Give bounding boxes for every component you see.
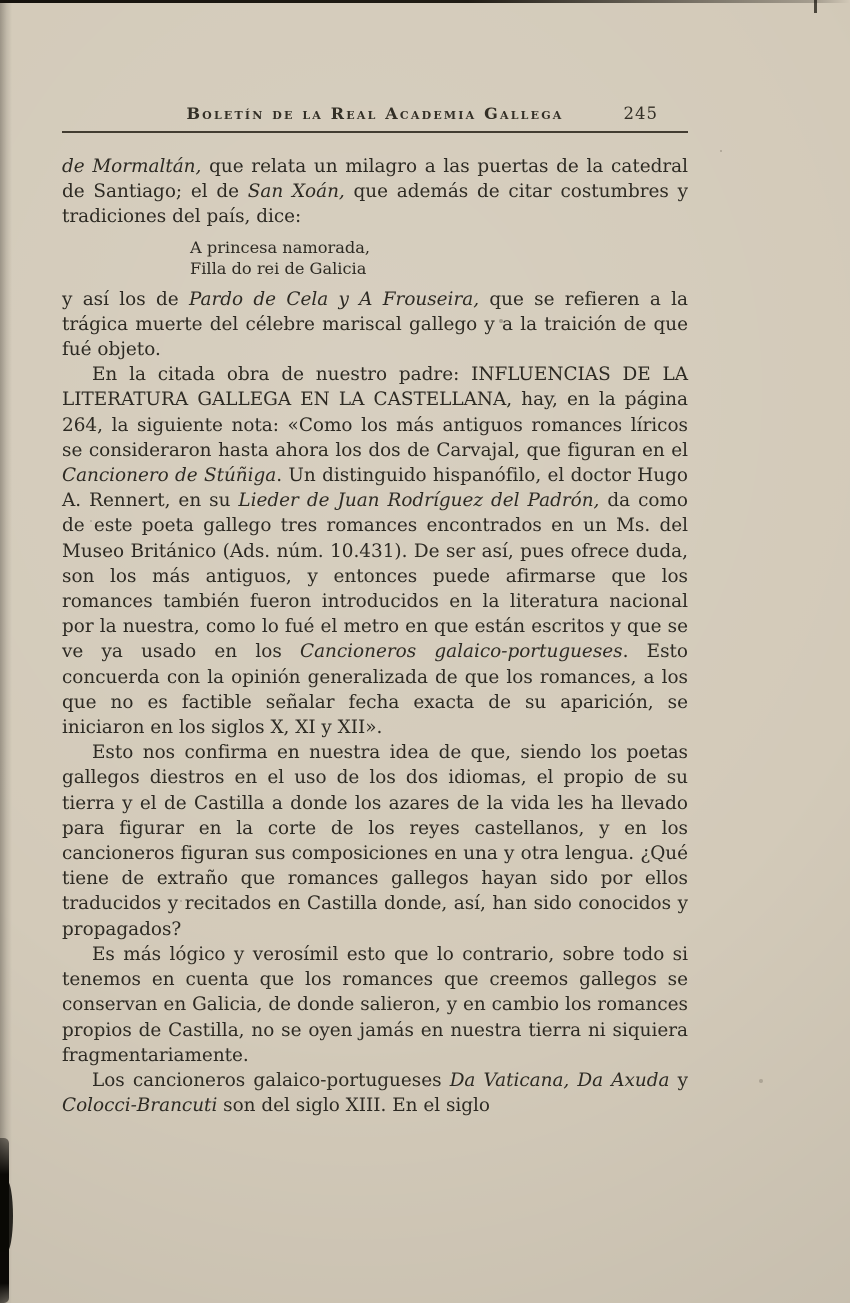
paper-specks [0, 0, 2, 2]
italic-text-run: Da Vaticana, Da Axuda [449, 1069, 670, 1091]
paragraph [62, 1068, 688, 1118]
italic-text-run: de Mormaltán, [62, 156, 202, 177]
text-run: Los cancioneros galaico-portugueses [92, 1069, 450, 1091]
page-number: 245 [623, 104, 658, 123]
scan-ink-smudge [0, 1138, 9, 1303]
paragraph [62, 740, 688, 942]
verse-line: Filla do rei de Galicia [190, 258, 367, 278]
text-run: son del siglo XIII. En el siglo [217, 1095, 490, 1117]
italic-text-run: Lieder de Juan Rodríguez del Padrón, [238, 490, 600, 512]
italic-text-run: Colocci-Brancuti [62, 1095, 218, 1117]
running-header [62, 104, 688, 126]
text-run: da como de este poeta gallego tres romances encontrados en un Ms. del Museo Británico (Ads. núm. 10.431). De ser así, pues ofrece duda, son los más antiguos, y entonces puede afirmarse que los romances también fueron introducidos en la literatura nacional por la nuestra, como lo fué el metro en que están escritos y que se ve ya usado en los [62, 490, 688, 663]
text-run: . Un distinguido hispanófilo, el doctor Hugo A. Rennert, en su [62, 465, 689, 512]
text-run: que relata un milagro a las puertas de la catedral de Santiago; el de [62, 156, 689, 203]
journal-title: Boletín de la Real Academia Gallega [186, 104, 564, 123]
italic-text-run: San Xoán, [247, 181, 345, 203]
paragraph [62, 942, 688, 1068]
text-run: Es más lógico y verosímil esto que lo contrario, sobre todo si tenemos en cuenta que los romances que creemos gallegos se conservan en Galicia, de donde salieron, y en cambio los romances propios de Castilla, no se oyen jamás en nuestra tierra ni siquiera fragmentariamente. [62, 943, 688, 1066]
paragraph [62, 287, 688, 363]
text-run: Esto nos confirma en nuestra idea de que, siendo los poetas gallegos diestros en el uso de los dos idiomas, el propio de su tierra y el de Castilla a donde los azares de la vida les ha llevado para figurar en la corte de los reyes castellanos, y en los cancioneros figuran sus composiciones en una y otra lengua. ¿Qué tiene de extraño que romances gallegos hayan sido por ellos traducidos y recitados en Castilla donde, así, han sido conocidos y propagados? [62, 742, 688, 940]
text-run: . Esto concuerda con la opinión generalizada de que los romances, a los que no es factible señalar fecha exacta de su aparición, se iniciaron en los siglos X, XI y XII». [62, 641, 688, 739]
scan-mark-top-right [814, 0, 817, 13]
text-run: y así los de [62, 288, 189, 310]
text-run: y [669, 1069, 688, 1091]
text-run: que además de citar costumbres y tradiciones del país, dice: [62, 181, 688, 228]
text-run: que se refieren a la trágica muerte del célebre mariscal gallego y a la traición de que fué objeto. [62, 288, 688, 361]
text-column [62, 104, 688, 1118]
italic-text-run: Cancioneros galaico-portugueses [300, 641, 623, 663]
text-run: En la citada obra de nuestro padre: INFLUENCIAS DE LA LITERATURA GALLEGA EN LA CASTELLANA, hay, en la página 264, la siguiente nota: «Como los más antiguos romances líricos se consideraron hasta ahora los dos de Carvajal, que figuran en el [62, 364, 688, 461]
verse-block [190, 237, 688, 279]
scan-edge-top [0, 0, 850, 3]
italic-text-run: Cancionero de Stúñiga [62, 465, 277, 487]
paragraph [62, 362, 688, 740]
scan-edge-left [0, 0, 12, 1303]
page-body [62, 154, 688, 1118]
verse-line: A princesa namorada, [190, 237, 371, 257]
paragraph [62, 154, 688, 230]
header-rule [62, 131, 688, 133]
italic-text-run: Pardo de Cela y A Frouseira, [188, 288, 480, 310]
